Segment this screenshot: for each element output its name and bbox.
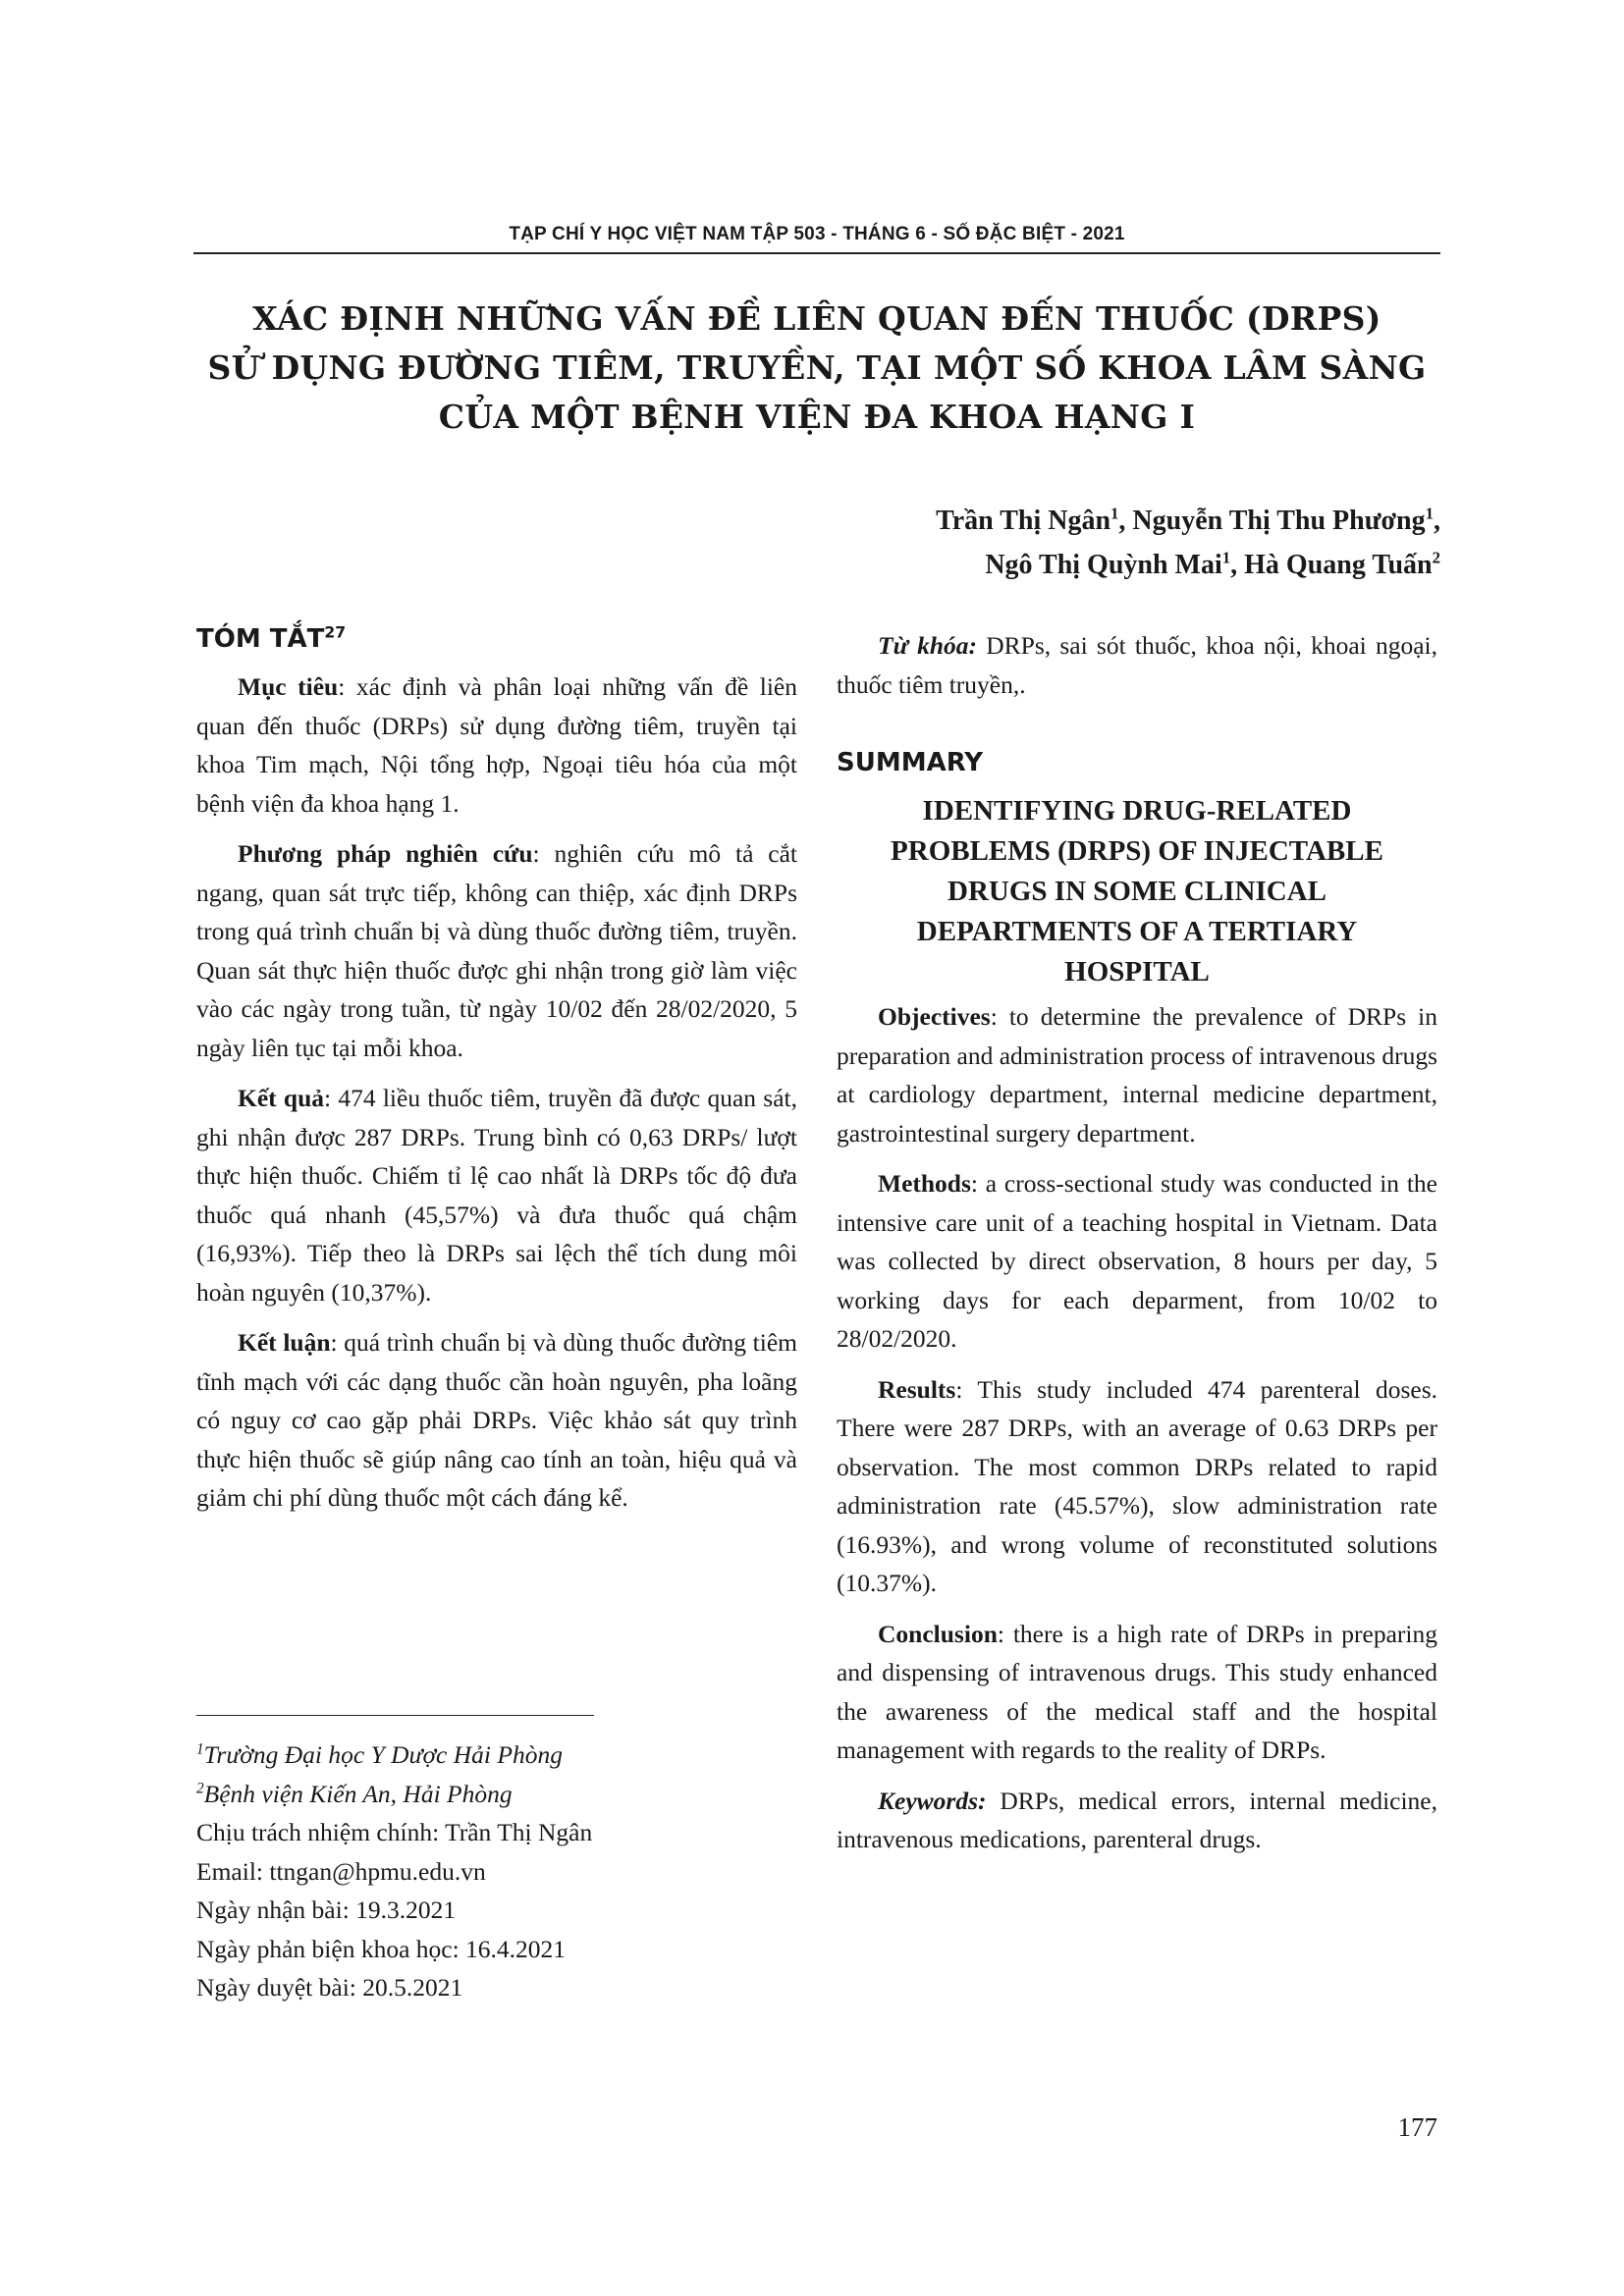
author-line: Trần Thị Ngân$^1$, Nguyễn Thị Thu Phương$^1$, [936, 504, 1440, 536]
en-keywords-paragraph [837, 1782, 1437, 1859]
affiliation-mark: 1 [196, 1740, 204, 1758]
vi-keywords [837, 626, 1437, 716]
paragraph-text: : This study included 474 parenteral doses. There were 287 DRPs, with an average of 0.63 DRPs per observation. The most common DRPs related to rapid administration rate (45.57%), slow administration rate (16.93%), and wrong volume of reconstituted solutions (10.37%). [837, 1374, 1437, 1597]
page-number: 177 [1397, 2112, 1437, 2142]
paragraph-text: DRPs, sai sót thuốc, khoa nội, khoai ngoại, thuốc tiêm truyền,. [837, 631, 1437, 699]
paragraph-text: : xác định và phân loại những vấn đề liên quan đến thuốc (DRPs) sử dụng đường tiêm, truyền tại khoa Tim mạch, Nội tổng hợp, Ngoại tiêu hóa của một bệnh viện đa khoa hạng 1. [196, 672, 797, 818]
author-affiliation-mark: 1 [1110, 504, 1119, 523]
title-line: XÁC ĐỊNH NHỮNG VẤN ĐỀ LIÊN QUAN ĐẾN THUỐC (DRPS) [252, 299, 1381, 338]
footnote-divider [196, 1715, 594, 1716]
vi-abstract [196, 667, 797, 1529]
title-line: CỦA MỘT BỆNH VIỆN ĐA KHOA HẠNG I [438, 398, 1196, 436]
author-affiliation-mark: 1 [1221, 548, 1231, 567]
paragraph-label: Kết quả [238, 1084, 325, 1112]
paragraph-label: Keywords: [878, 1786, 987, 1815]
affiliation-mark: 2 [196, 1780, 204, 1796]
en-results-paragraph [837, 1370, 1437, 1603]
en-objectives-paragraph [837, 997, 1437, 1152]
author-affiliation-mark: 1 [1425, 504, 1434, 523]
en-methods-paragraph [837, 1164, 1437, 1359]
contact-email: Email: ttngan@hpmu.edu.vn [196, 1856, 486, 1886]
journal-header: TẠP CHÍ Y HỌC VIỆT NAM TẬP 503 - THÁNG 6 - SỐ ĐẶC BIỆT - 2021 [509, 224, 1125, 244]
title-line: IDENTIFYING DRUG-RELATED [922, 795, 1352, 827]
paragraph-text: DRPs, medical errors, internal medicine, intravenous medications, parenteral drugs. [837, 1786, 1437, 1853]
author-name: Hà Quang Tuấn [1244, 550, 1433, 580]
corresponding-author: Chịu trách nhiệm chính: Trần Thị Ngân [196, 1818, 593, 1846]
affiliation-text: Trường Đại học Y Dược Hải Phòng [203, 1740, 563, 1769]
paragraph-label: Conclusion [878, 1619, 998, 1648]
paragraph-text: : to determine the prevalence of DRPs in preparation and administration process of intravenous drugs at cardiology department, internal medicine department, gastrointestinal surgery department. [837, 1002, 1437, 1148]
heading-text: TÓM TẮT [196, 624, 325, 654]
header-divider [193, 252, 1440, 254]
title-line: HOSPITAL [1064, 956, 1210, 988]
date-received: Ngày nhận bài: 19.3.2021 [196, 1896, 457, 1924]
author-name: Trần Thị Ngân [936, 506, 1111, 536]
footnote-mark: 27 [324, 623, 347, 642]
author-line: Ngô Thị Quỳnh Mai$^1$, Hà Quang Tuấn$^2$ [985, 548, 1440, 580]
paragraph-label: Methods [878, 1169, 971, 1198]
paragraph-text: : 474 liều thuốc tiêm, truyền đã được quan sát, ghi nhận được 287 DRPs. Trung bình có 0,63 DRPs/ lượt thực hiện thuốc. Chiếm tỉ lệ cao nhất là DRPs tốc độ đưa thuốc quá nhanh (45,57%) và đưa thuốc quá chậm (16,93%). Tiếp theo là DRPs sai lệch thể tích dung môi hoàn nguyên (10,37%). [196, 1084, 798, 1307]
date-accepted: Ngày duyệt bài: 20.5.2021 [196, 1973, 463, 2002]
paragraph-text: : nghiên cứu mô tả cắt ngang, quan sát trực tiếp, không can thiệp, xác định DRPs trong quá trình chuẩn bị và dùng thuốc đường tiêm, truyền. Quan sát thực hiện thuốc được ghi nhận trong giờ làm việc vào các ngày trong tuần, từ ngày 10/02 đến 28/02/2020, 5 ngày liên tục tại mỗi khoa. [196, 839, 797, 1062]
date-reviewed: Ngày phản biện khoa học: 16.4.2021 [196, 1934, 567, 1963]
vi-conclusion-paragraph [196, 1323, 797, 1518]
paragraph-label: Objectives [878, 1002, 991, 1031]
vi-methods-paragraph [196, 834, 797, 1067]
english-title [837, 791, 1437, 992]
vi-abstract-heading [196, 624, 346, 654]
affiliation-2 [196, 1775, 835, 1814]
author-name: Ngô Thị Quỳnh Mai [985, 550, 1222, 580]
vi-results-paragraph [196, 1079, 797, 1311]
paragraph-label: Kết luận [238, 1328, 331, 1357]
paragraph-label: Phương pháp nghiên cứu [238, 839, 533, 868]
author-list [936, 499, 1440, 587]
summary-heading: SUMMARY [837, 748, 984, 777]
vi-keywords-paragraph [837, 626, 1437, 704]
en-conclusion-paragraph [837, 1615, 1437, 1770]
title-line: SỬ DỤNG ĐƯỜNG TIÊM, TRUYỀN, TẠI MỘT SỐ KHOA LÂM SÀNG [207, 348, 1427, 387]
title-line: DRUGS IN SOME CLINICAL [947, 876, 1326, 907]
article-title [193, 294, 1440, 442]
affiliation-1 [196, 1735, 835, 1775]
affiliation-text: Bệnh viện Kiến An, Hải Phòng [203, 1779, 513, 1808]
paragraph-label: Mục tiêu [238, 672, 339, 701]
paragraph-text: : a cross-sectional study was conducted in the intensive care unit of a teaching hospital in Vietnam. Data was collected by direct observation, 8 hours per day, 5 working days for each deparment, from 10/02 to 28/02/2020. [837, 1169, 1437, 1353]
author-name: Nguyễn Thị Thu Phương [1132, 506, 1426, 536]
paragraph-text: : there is a high rate of DRPs in preparing and dispensing of intravenous drugs. This study enhanced the awareness of the medical staff and the hospital management with regards to the reality of DRPs. [837, 1619, 1437, 1764]
author-affiliation-mark: 2 [1432, 548, 1440, 567]
paragraph-label: Results [878, 1374, 956, 1404]
footnotes [196, 1735, 835, 2007]
paragraph-label: Từ khóa: [878, 631, 977, 660]
en-abstract [837, 997, 1437, 1871]
vi-objective-paragraph [196, 667, 797, 823]
paragraph-text: : quá trình chuẩn bị và dùng thuốc đường tiêm tĩnh mạch với các dạng thuốc cần hoàn nguyên, pha loãng có nguy cơ cao gặp phải DRPs. Việc khảo sát quy trình thực hiện thuốc sẽ giúp nâng cao tính an toàn, hiệu quả và giảm chi phí dùng thuốc một cách đáng kể. [196, 1328, 798, 1512]
title-line: PROBLEMS (DRPS) OF INJECTABLE [891, 835, 1383, 867]
title-line: DEPARTMENTS OF A TERTIARY [916, 916, 1358, 947]
